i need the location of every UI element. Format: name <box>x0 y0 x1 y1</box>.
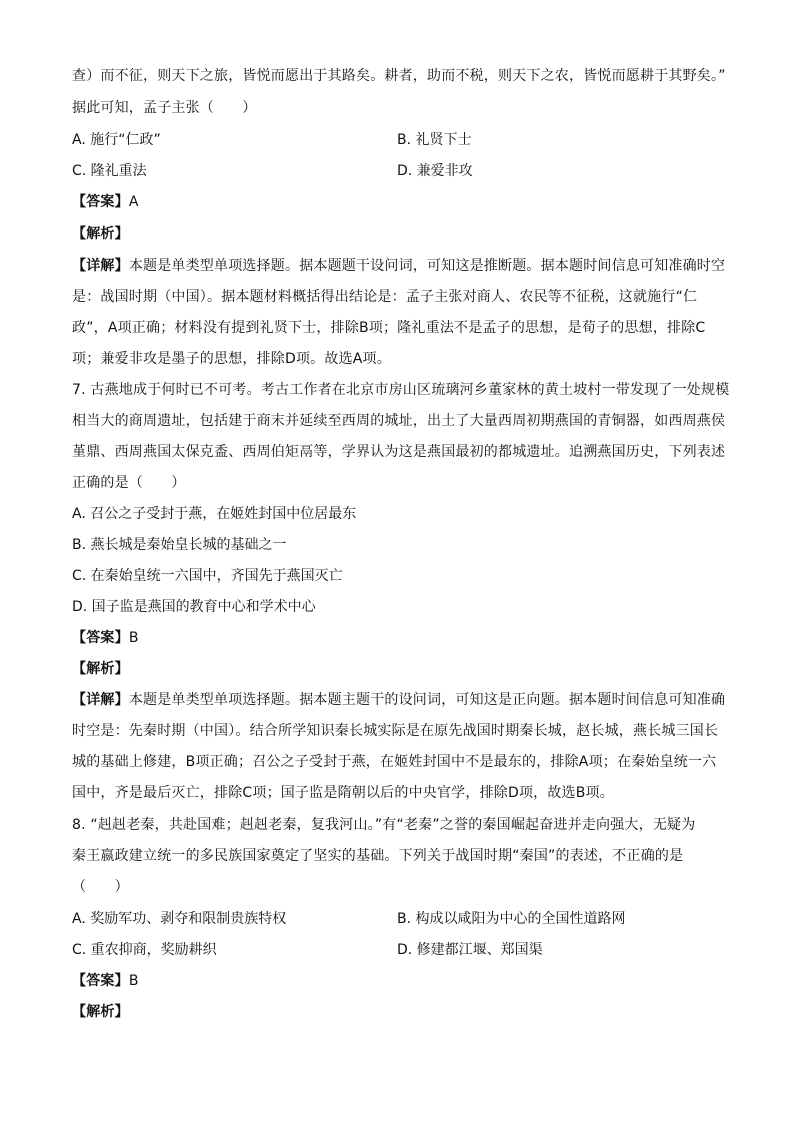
q8-answer <box>72 971 732 991</box>
q7-stem-line-4: 正确的是（ ） <box>72 475 186 491</box>
analysis-tag: 【解析】 <box>72 1004 129 1020</box>
q6-answer <box>72 192 732 212</box>
answer-tag: 【答案】 <box>72 194 129 210</box>
detail-tag: 【详解】 <box>72 258 129 274</box>
q7-stem-line-2: 相当大的商周遗址，包括建于商末并延续至西周的城址，出土了大量西周初期燕国的青铜器，如西周燕侯 <box>72 413 726 429</box>
q6-stem-line-1: 查）而不征，则天下之旅，皆悦而愿出于其路矣。耕者，助而不税，则天下之农，皆悦而愿耕于其野矣。” <box>72 68 726 84</box>
q6-option-a: A. 施行“仁政” <box>72 132 161 148</box>
q8-stem-line-2: 秦王嬴政建立统一的多民族国家奠定了坚实的基础。下列关于战国时期“秦国”的表述，不正确的是 <box>72 848 684 864</box>
q7-stem-line-1: 7. 古燕地成于何时已不可考。考古工作者在北京市房山区琉璃河乡董家林的黄土坡村一带发现了一处规模 <box>72 382 730 398</box>
analysis-tag: 【解析】 <box>72 226 129 242</box>
q6-stem-line-2: 据此可知，孟子主张（ ） <box>72 100 257 116</box>
q6-detail-line-4: 项；兼爱非攻是墨子的思想，排除D项。故选A项。 <box>72 351 391 367</box>
q8-option-d: D. 修建都江堰、郑国渠 <box>397 942 543 958</box>
q7-analysis-tag <box>72 659 732 679</box>
q6-detail-line-2: 是：战国时期（中国）。据本题材料概括得出结论是：孟子主张对商人、农民等不征税，这就施行“仁 <box>72 289 698 305</box>
q6-option-b: B. 礼贤下士 <box>397 132 472 148</box>
q8-option-a: A. 奖励军功、剥夺和限制贵族特权 <box>72 911 287 927</box>
answer-value: B <box>128 630 139 646</box>
q7-answer <box>72 628 732 648</box>
q6-option-d: D. 兼爱非攻 <box>397 163 473 179</box>
q8-option-c: C. 重农抑商，奖励耕织 <box>72 942 217 958</box>
q7-option-b: B. 燕长城是秦始皇长城的基础之一 <box>72 537 287 553</box>
q6-option-c: C. 隆礼重法 <box>72 163 147 179</box>
q6-detail-line-1 <box>72 256 732 276</box>
answer-value: A <box>128 194 139 210</box>
q8-option-b: B. 构成以咸阳为中心的全国性道路网 <box>397 911 626 927</box>
q7-stem-line-3: 堇鼎、西周燕国太保克盉、西周伯矩鬲等，学界认为这是燕国最初的都城遗址。追溯燕国历史，下列表述 <box>72 444 726 460</box>
q7-detail-line-3: 城的基础上修建，B项正确；召公之子受封于燕，在姬姓封国中不是最东的，排除A项；在秦始皇统一六 <box>72 754 717 770</box>
q7-detail-line-1 <box>72 690 732 710</box>
answer-tag: 【答案】 <box>72 630 129 646</box>
q7-option-d: D. 国子监是燕国的教育中心和学术中心 <box>72 599 316 615</box>
q7-detail-line-2: 时空是：先秦时期（中国）。结合所学知识秦长城实际是在原先战国时期秦长城，赵长城，燕长城三国长 <box>72 723 719 739</box>
detail-text: 本题是单类型单项选择题。据本题主题干的设问词，可知这是正向题。据本题时间信息可知准确 <box>128 692 726 708</box>
q6-detail-line-3: 政”，A项正确；材料没有提到礼贤下士，排除B项；隆礼重法不是孟子的思想，是荀子的思想，排除C <box>72 320 706 336</box>
q7-option-a: A. 召公之子受封于燕，在姬姓封国中位居最东 <box>72 506 357 522</box>
q6-analysis-tag <box>72 224 732 244</box>
answer-tag: 【答案】 <box>72 973 129 989</box>
analysis-tag: 【解析】 <box>72 661 129 677</box>
q8-analysis-tag <box>72 1002 732 1022</box>
q7-detail-line-4: 国中，齐是最后灭亡，排除C项；国子监是隋朝以后的中央官学，排除D项，故选B项。 <box>72 785 614 801</box>
q8-stem-line-1: 8. “赳赳老秦，共赴国难；赳赳老秦，复我河山。”有“老秦”之誉的秦国崛起奋进并走向强大，无疑为 <box>72 817 696 833</box>
q7-option-c: C. 在秦始皇统一六国中，齐国先于燕国灭亡 <box>72 568 343 584</box>
detail-text: 本题是单类型单项选择题。据本题题干设问词，可知这是推断题。据本题时间信息可知准确时空 <box>128 258 726 274</box>
q8-stem-line-3: （ ） <box>72 879 129 895</box>
detail-tag: 【详解】 <box>72 692 129 708</box>
answer-value: B <box>128 973 139 989</box>
